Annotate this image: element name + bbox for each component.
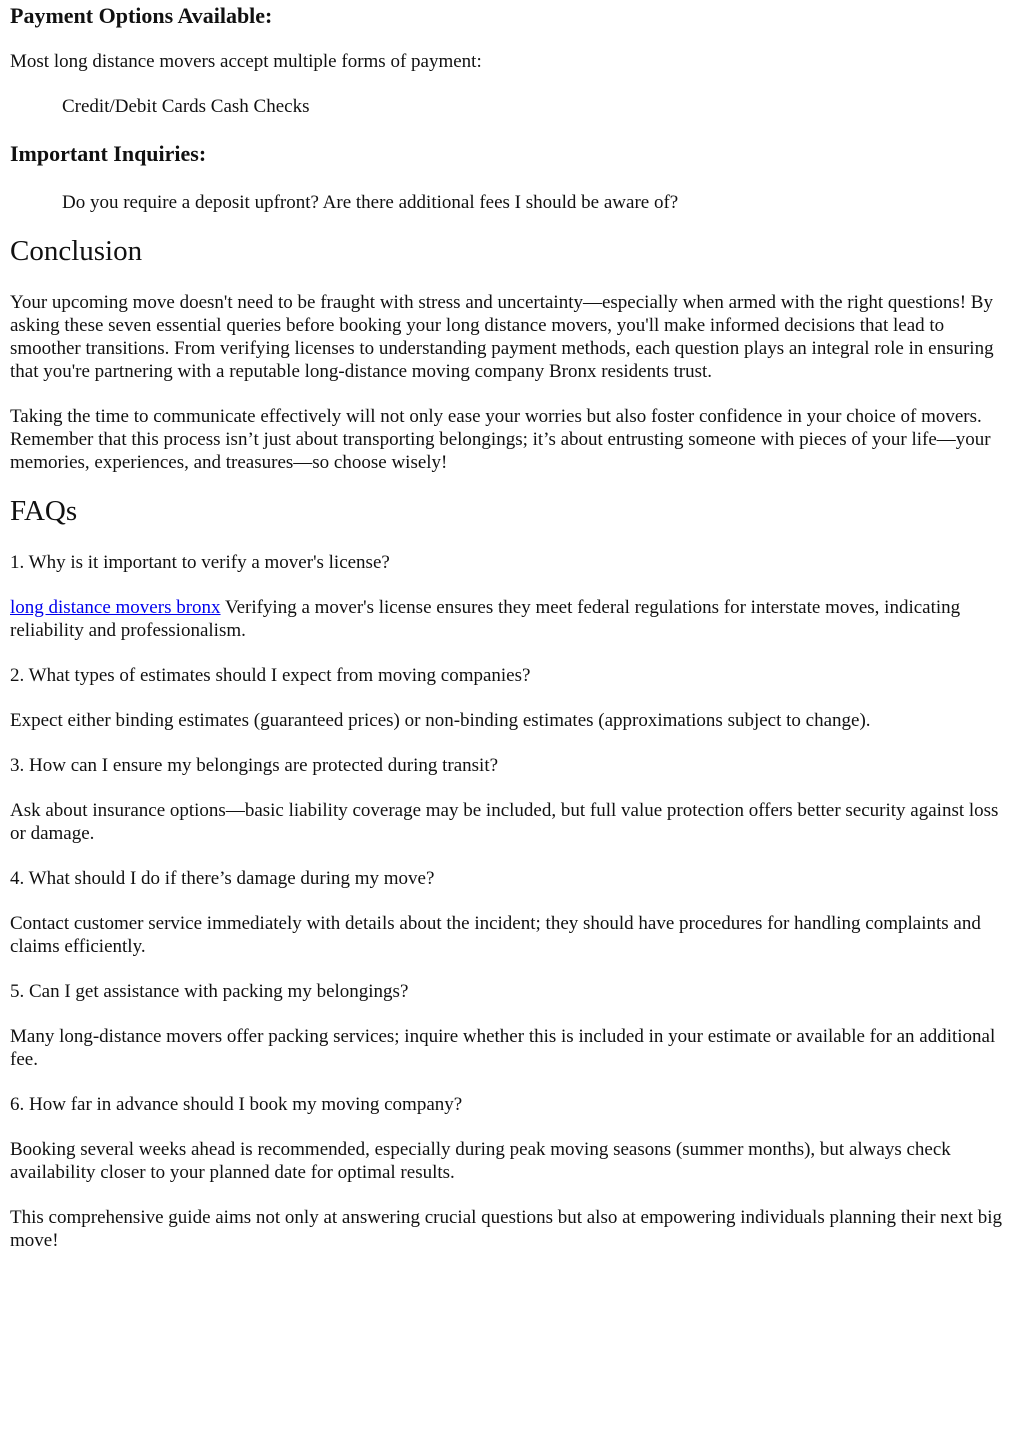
faq-closing: This comprehensive guide aims not only at answering crucial questions but also at empowering individuals planning their next big move!	[10, 1207, 1003, 1251]
faq-answer-text: Verifying a mover's license ensures they meet federal regulations for interstate moves, indicating reliability and professionalism.	[10, 597, 961, 641]
payment-intro: Most long distance movers accept multiple forms of payment:	[10, 51, 482, 72]
faq-answer	[10, 596, 1014, 642]
payment-heading: Payment Options Available:	[10, 3, 273, 28]
faq-answer: Many long-distance movers offer packing services; inquire whether this is included in your estimate or available for an additional fee.	[10, 1026, 996, 1070]
faq-question: 1. Why is it important to verify a mover's license?	[10, 552, 390, 573]
faq-answer: Contact customer service immediately with details about the incident; they should have procedures for handling complaints and claims efficiently.	[10, 913, 981, 957]
faq-question: 3. How can I ensure my belongings are protected during transit?	[10, 755, 499, 776]
conclusion-paragraph: Your upcoming move doesn't need to be fraught with stress and uncertainty—especially when armed with the right questions! By asking these seven essential queries before booking your long distance movers, you'll make informed decisions that lead to smoother transitions. From verifying licenses to understanding payment methods, each question plays an integral role in ensuring that you're partnering with a reputable long-distance moving company Bronx residents trust.	[10, 292, 994, 382]
article	[10, 0, 1014, 1252]
faq-answer: Expect either binding estimates (guaranteed prices) or non-binding estimates (approximations subject to change).	[10, 710, 871, 731]
long-distance-movers-bronx-link[interactable]: long distance movers bronx	[10, 597, 221, 618]
payment-methods: Credit/Debit Cards Cash Checks	[62, 96, 310, 117]
inquiries-heading: Important Inquiries:	[10, 141, 207, 166]
conclusion-heading: Conclusion	[10, 235, 143, 267]
faq-answer: Ask about insurance options—basic liability coverage may be included, but full value protection offers better security against loss or damage.	[10, 800, 999, 844]
faq-question: 4. What should I do if there’s damage during my move?	[10, 868, 435, 889]
conclusion-paragraph: Taking the time to communicate effectively will not only ease your worries but also foster confidence in your choice of movers. Remember that this process isn’t just about transporting belongings; it’s about entrusting someone with pieces of your life—your memories, experiences, and treasures—so choose wisely!	[10, 406, 991, 473]
faq-question: 2. What types of estimates should I expect from moving companies?	[10, 665, 531, 686]
faq-question: 6. How far in advance should I book my moving company?	[10, 1094, 463, 1115]
faqs-heading: FAQs	[10, 495, 78, 527]
faq-question: 5. Can I get assistance with packing my belongings?	[10, 981, 409, 1002]
faq-answer: Booking several weeks ahead is recommended, especially during peak moving seasons (summer months), but always check availability closer to your planned date for optimal results.	[10, 1139, 951, 1183]
inquiries-questions: Do you require a deposit upfront? Are there additional fees I should be aware of?	[62, 192, 679, 213]
